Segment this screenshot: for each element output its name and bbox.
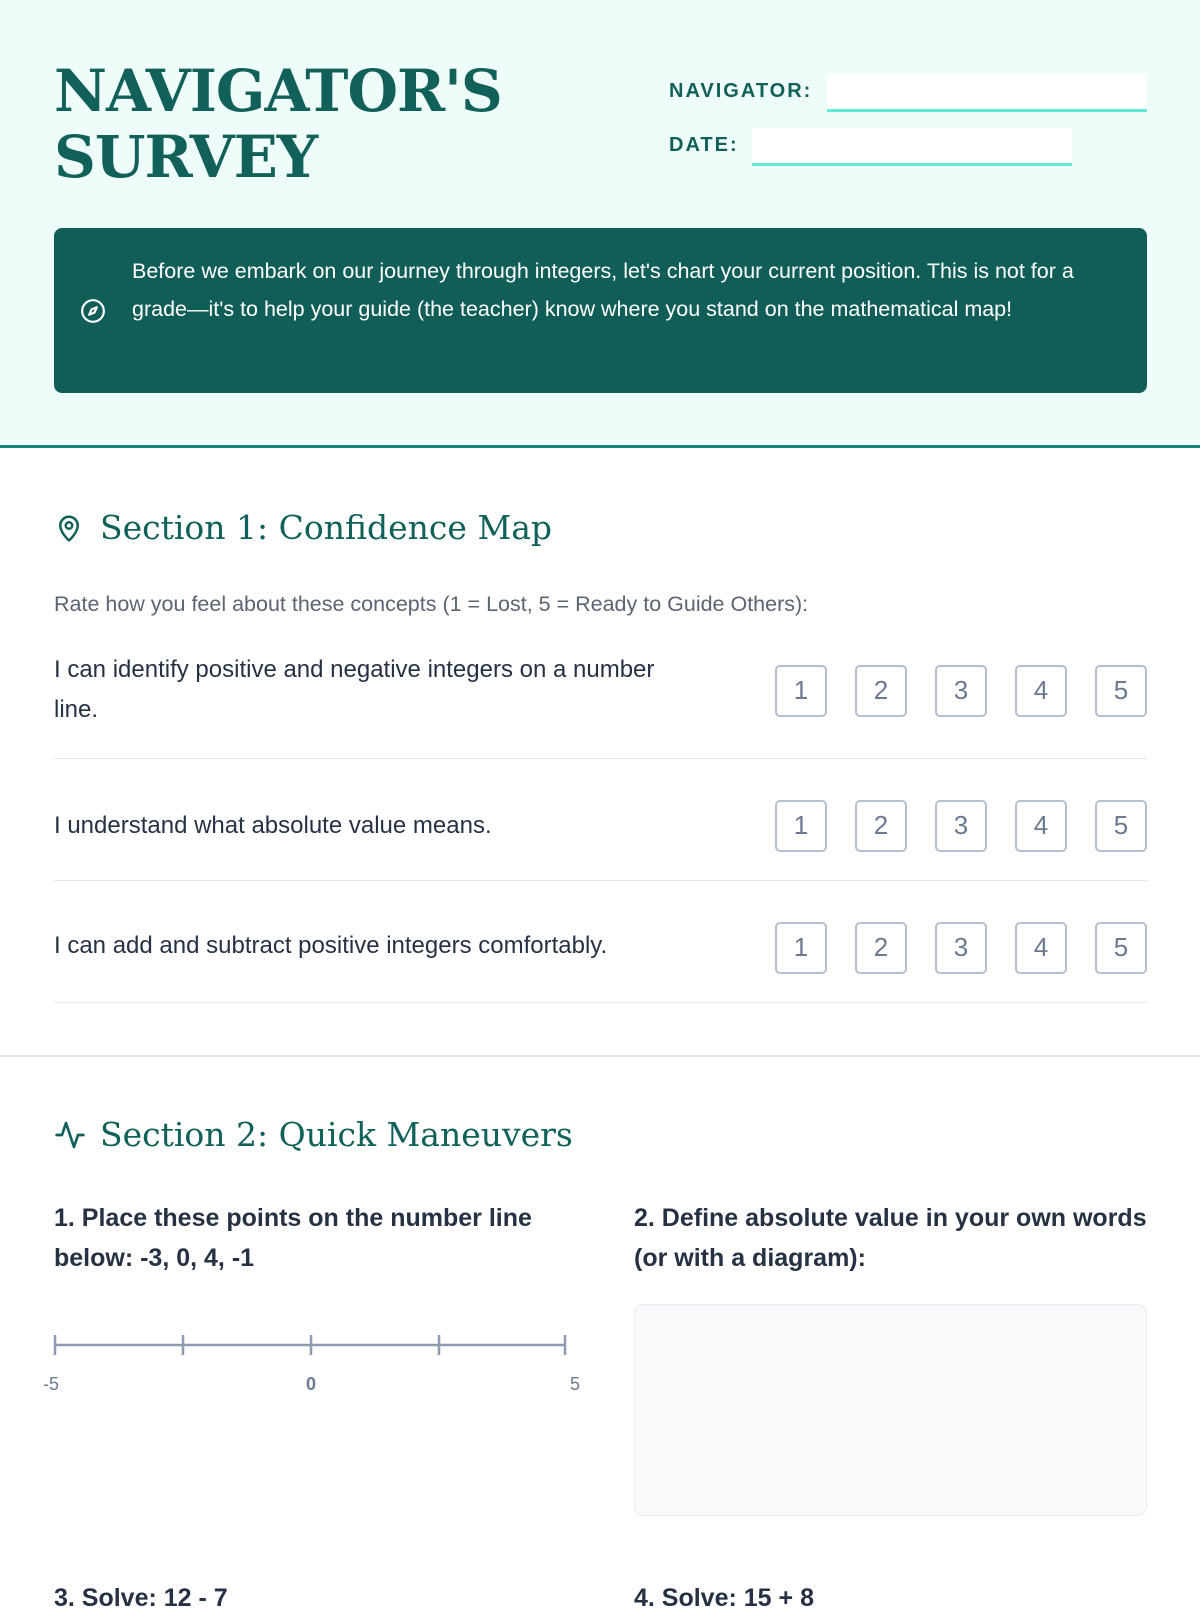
rating-option-4[interactable]: 4: [1015, 665, 1067, 717]
question-4: 4. Solve: 15 + 8: [634, 1584, 814, 1612]
rating-row: [54, 880, 1147, 1003]
map-pin-icon: [54, 512, 84, 544]
rating-scale: [775, 922, 1147, 974]
question-1: 1. Place these points on the number line below: -3, 0, 4, -1: [54, 1204, 532, 1272]
rating-statement: I can identify positive and negative integers on a number line.: [54, 656, 655, 723]
rating-option-5[interactable]: 5: [1095, 922, 1147, 974]
section-1-title: Section 1: Confidence Map: [100, 508, 553, 547]
page-title: [54, 58, 502, 190]
rating-option-2[interactable]: 2: [855, 922, 907, 974]
title-line-1: NAVIGATOR'S: [54, 57, 502, 125]
rating-option-1[interactable]: 1: [775, 922, 827, 974]
rating-option-2[interactable]: 2: [855, 665, 907, 717]
compass-icon: [80, 298, 106, 324]
rating-option-5[interactable]: 5: [1095, 800, 1147, 852]
section-2-title: Section 2: Quick Maneuvers: [100, 1115, 573, 1154]
rating-row: [54, 648, 1147, 759]
date-field[interactable]: [752, 128, 1072, 166]
rating-statement: I understand what absolute value means.: [54, 812, 492, 839]
activity-icon: [54, 1119, 86, 1151]
rating-scale: [775, 665, 1147, 717]
rating-option-1[interactable]: 1: [775, 665, 827, 717]
question-2: 2. Define absolute value in your own words (or with a diagram):: [634, 1204, 1147, 1272]
rating-instructions: Rate how you feel about these concepts (1 = Lost, 5 = Ready to Guide Others):: [54, 592, 809, 616]
number-line-zero-label: 0: [305, 1374, 317, 1394]
number-line-max-label: 5: [569, 1374, 581, 1394]
intro-text: Before we embark on our journey through integers, let's chart your current position. This is not for a grade—it's to help your guide (the teacher) know where you stand on the mathematical map!: [132, 259, 1074, 321]
rating-option-3[interactable]: 3: [935, 665, 987, 717]
rating-option-3[interactable]: 3: [935, 922, 987, 974]
number-line[interactable]: [40, 1328, 600, 1398]
rating-row: [54, 758, 1147, 881]
section-divider: [0, 1055, 1200, 1057]
question-3: 3. Solve: 12 - 7: [54, 1584, 228, 1612]
date-label: DATE:: [669, 134, 739, 156]
rating-scale: [775, 800, 1147, 852]
title-line-2: SURVEY: [54, 123, 318, 191]
navigator-label: NAVIGATOR:: [669, 80, 813, 102]
number-line-min-label: -5: [42, 1374, 60, 1394]
survey-header: [0, 0, 1200, 448]
rating-option-2[interactable]: 2: [855, 800, 907, 852]
rating-option-3[interactable]: 3: [935, 800, 987, 852]
intro-callout: [54, 228, 1147, 393]
rating-statement: I can add and subtract positive integers comfortably.: [54, 932, 608, 959]
absolute-value-answer-box[interactable]: [634, 1304, 1147, 1516]
rating-option-5[interactable]: 5: [1095, 665, 1147, 717]
navigator-field[interactable]: [827, 74, 1147, 112]
rating-option-4[interactable]: 4: [1015, 800, 1067, 852]
rating-option-1[interactable]: 1: [775, 800, 827, 852]
rating-option-4[interactable]: 4: [1015, 922, 1067, 974]
